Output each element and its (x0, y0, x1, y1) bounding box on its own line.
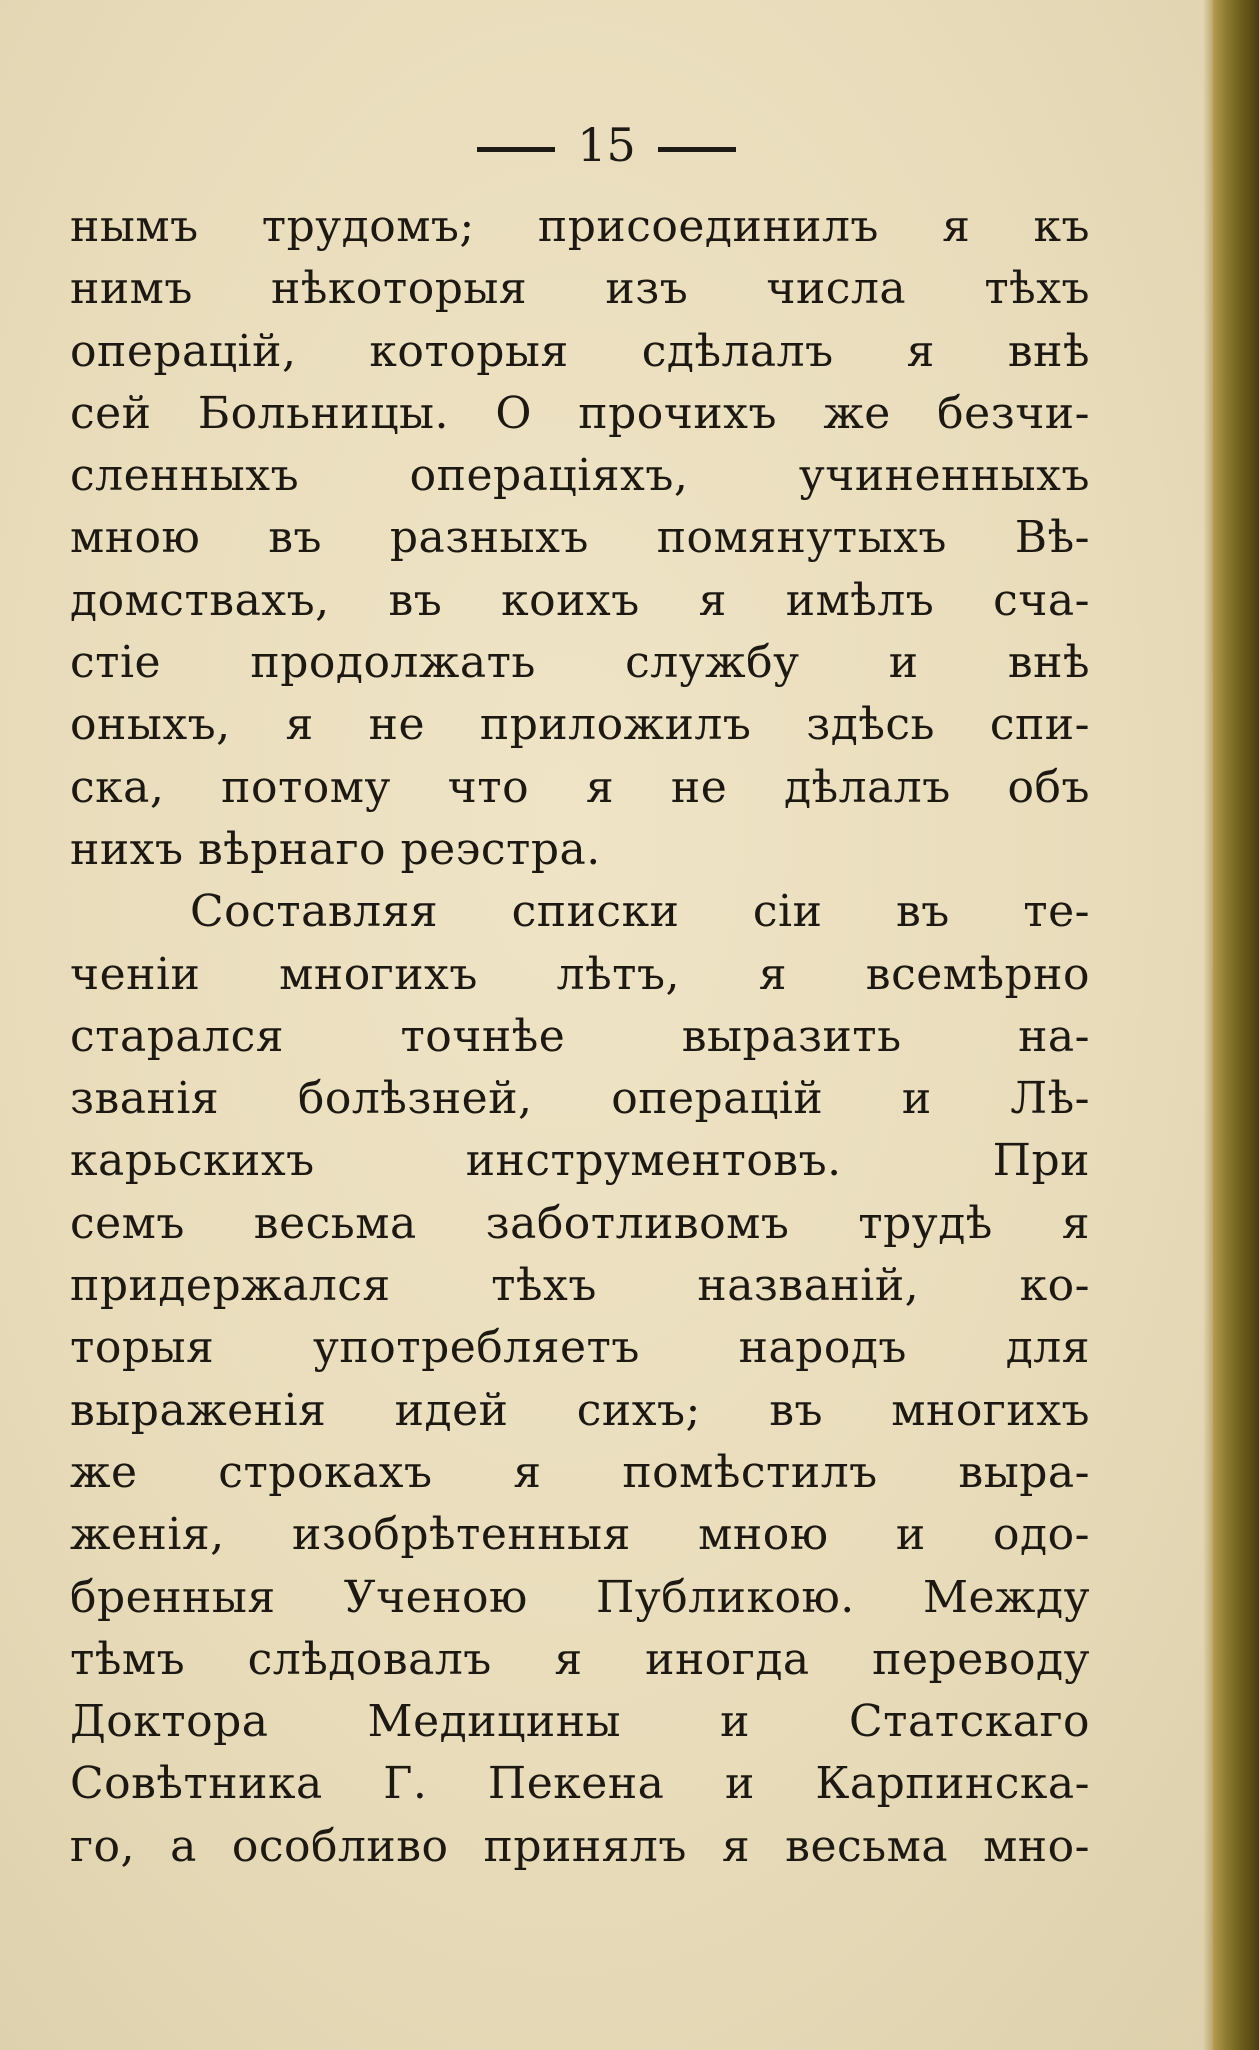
text-line: старался точнѣе выразить на- (70, 1010, 1090, 1062)
text-line: домствахъ, въ коихъ я имѣлъ сча- (70, 574, 1090, 626)
page-number: 15 (577, 118, 636, 172)
text-line: тѣмъ слѣдовалъ я иногда переводу (70, 1633, 1090, 1685)
header-dash-left (477, 147, 555, 152)
text-line: го, а особливо принялъ я весьма мно- (70, 1820, 1090, 1872)
text-line: оныхъ, я не приложилъ здѣсь спи- (70, 699, 1090, 751)
paragraph-end-line: нихъ вѣрнаго реэстра. (70, 823, 601, 875)
text-line: ченіи многихъ лѣтъ, я всемѣрно (70, 948, 1090, 1000)
text-line: сленныхъ операціяхъ, учиненныхъ (70, 450, 1090, 502)
text-line: карьскихъ инструментовъ. При (70, 1135, 1090, 1187)
text-line: семъ весьма заботливомъ трудѣ я (70, 1197, 1090, 1249)
text-line: торыя употребляетъ народъ для (70, 1322, 1090, 1374)
text-line: женія, изобрѣтенныя мною и одо- (70, 1509, 1090, 1561)
text-line: выраженія идей сихъ; въ многихъ (70, 1384, 1090, 1436)
body-text (70, 196, 1090, 1878)
text-line: бренныя Ученою Публикою. Между (70, 1571, 1090, 1623)
header-dash-right (658, 147, 736, 152)
text-line: мною въ разныхъ помянутыхъ Вѣ- (70, 512, 1090, 564)
text-line: нымъ трудомъ; присоединилъ я къ (70, 201, 1090, 252)
text-line: ска, потому что я не дѣлалъ объ (70, 761, 1090, 813)
text-line: стіе продолжать службу и внѣ (70, 637, 1090, 689)
text-line: Доктора Медицины и Статскаго (70, 1696, 1090, 1748)
text-line: сей Больницы. О прочихъ же безчи- (70, 387, 1090, 439)
paragraph-start-line: Составляя списки сіи въ те- (190, 886, 1090, 938)
book-binding-edge (1213, 0, 1259, 2050)
text-line: же строкахъ я помѣстилъ выра- (70, 1446, 1090, 1498)
text-line: Совѣтника Г. Пекена и Карпинска- (70, 1758, 1090, 1810)
text-line: придержался тѣхъ названій, ко- (70, 1260, 1090, 1312)
text-line: нимъ нѣкоторыя изъ числа тѣхъ (70, 263, 1090, 315)
page-header (0, 118, 1213, 172)
text-line: званія болѣзней, операцій и Лѣ- (70, 1073, 1090, 1125)
text-line: операцій, которыя сдѣлалъ я внѣ (70, 325, 1090, 377)
